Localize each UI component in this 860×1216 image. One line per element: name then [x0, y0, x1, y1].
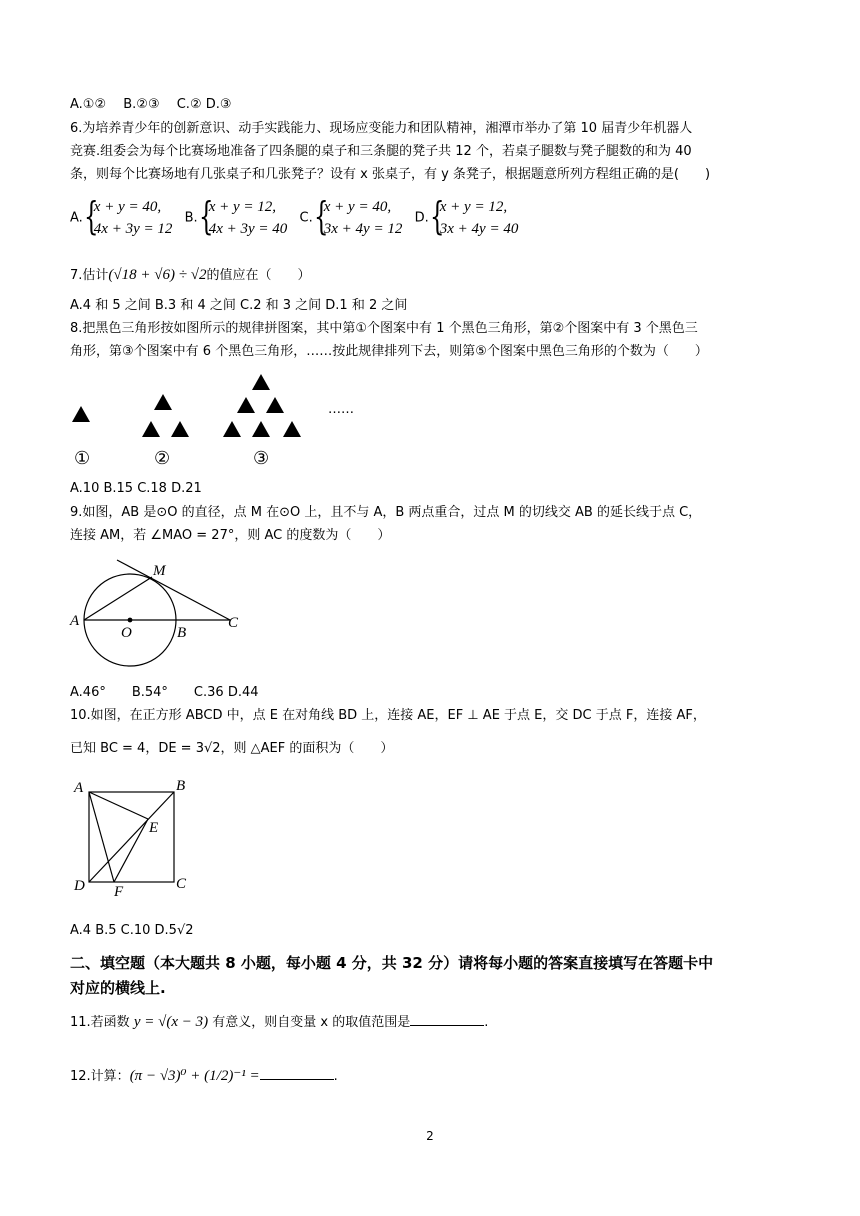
black-triangle: [223, 421, 241, 437]
q10-square-figure: [62, 772, 202, 902]
black-triangle: [142, 421, 160, 437]
q6-option-c[interactable]: C. { x + y = 40, 3x + 4y = 12: [299, 194, 403, 238]
tangent-line: [117, 560, 230, 620]
q8-text-line1: 8.把黑色三角形按如图所示的规律拼图案，其中第①个图案中有 1 个黑色三角形，第②个图案中有 3 个黑色三: [70, 321, 698, 336]
q6-options: [70, 196, 518, 240]
label-o: O: [121, 625, 132, 641]
page-number: 2: [426, 1129, 434, 1143]
q7-options: A.4 和 5 之间 B.3 和 4 之间 C.2 和 3 之间 D.1 和 2 之间: [70, 298, 408, 313]
black-triangle: [266, 397, 284, 413]
q10-text-line1: 10.如图，在正方形 ABCD 中，点 E 在对角线 BD 上，连接 AE，EF ⊥ AE 于点 E，交 DC 于点 F，连接 AF，: [70, 708, 706, 723]
label-b: B: [177, 625, 187, 641]
q12-stem: 12.计算：(π − √3)⁰ + (1/2)⁻¹ = .: [70, 1068, 338, 1084]
center-o-dot: [128, 618, 133, 623]
segment-am: [84, 577, 152, 620]
black-triangle: [72, 406, 90, 422]
q6-option-b[interactable]: B. { x + y = 12, 4x + 3y = 40: [184, 194, 288, 238]
segment-ae: [89, 792, 148, 819]
label-a: A: [70, 613, 80, 629]
q6-text-line1: 6.为培养青少年的创新意识、动手实践能力、现场应变能力和团队精神，湘潭市举办了第 10 届青少年机器人: [70, 121, 693, 136]
q7-stem: 7.估计(√18 + √6) ÷ √2的值应在（ ）: [70, 267, 311, 283]
q9-circle-tangent-figure: [62, 555, 252, 670]
q6-option-a[interactable]: A. { x + y = 40, 4x + 3y = 12: [70, 194, 173, 238]
q8-label-1: ①: [74, 448, 91, 469]
q8-label-3: ③: [253, 448, 270, 469]
q6-text-line2: 竞赛.组委会为每个比赛场地准备了四条腿的桌子和三条腿的凳子共 12 个，若桌子腿数与凳子腿数的和为 40: [70, 144, 692, 159]
black-triangle: [252, 421, 270, 437]
section-2-heading-line2: 对应的横线上.: [70, 979, 166, 997]
q6-option-d[interactable]: D. { x + y = 12, 3x + 4y = 40: [414, 194, 519, 238]
q8-label-2: ②: [154, 448, 171, 469]
label-a: A: [74, 780, 84, 796]
black-triangle: [154, 394, 172, 410]
q9-options: A.46° B.54° C.36 D.44: [70, 685, 259, 700]
label-c: C: [176, 876, 187, 892]
black-triangle: [283, 421, 301, 437]
label-e: E: [149, 820, 159, 836]
q8-ellipsis: ……: [328, 402, 354, 417]
label-m: M: [153, 563, 166, 579]
q10-text-line2: 已知 BC = 4，DE = 3√2，则 △AEF 的面积为（ ）: [70, 741, 394, 756]
label-c: C: [228, 615, 239, 631]
q5-options: A.①② B.②③ C.② D.③: [70, 97, 232, 112]
q11-answer-blank[interactable]: [410, 1012, 484, 1026]
q9-text-line1: 9.如图，AB 是⊙O 的直径，点 M 在⊙O 上，且不与 A，B 两点重合，过点 M 的切线交 AB 的延长线于点 C，: [70, 505, 702, 520]
q8-triangle-pattern-figure: [60, 370, 380, 470]
q8-options: A.10 B.15 C.18 D.21: [70, 481, 202, 496]
label-f: F: [114, 884, 124, 900]
section-2-heading-line1: 二、填空题（本大题共 8 小题，每小题 4 分，共 32 分）请将每小题的答案直接填写在答题卡中: [70, 954, 714, 972]
label-d: D: [74, 878, 85, 894]
label-b: B: [176, 778, 186, 794]
q10-options: A.4 B.5 C.10 D.5√2: [70, 923, 194, 938]
black-triangle: [171, 421, 189, 437]
q12-answer-blank[interactable]: [260, 1066, 334, 1080]
q9-text-line2: 连接 AM，若 ∠MAO = 27°，则 AC 的度数为（ ）: [70, 528, 391, 543]
q11-stem: 11.若函数 y = √(x − 3) 有意义，则自变量 x 的取值范围是 .: [70, 1014, 489, 1030]
black-triangle: [237, 397, 255, 413]
q6-text-line3: 条，则每个比赛场地有几张桌子和几张凳子？设有 x 张桌子，有 y 条凳子，根据题意所列方程组正确的是( ): [70, 167, 711, 182]
q8-text-line2: 角形，第③个图案中有 6 个黑色三角形，……按此规律排列下去，则第⑤个图案中黑色三角形的个数为（ ）: [70, 344, 708, 359]
black-triangle: [252, 374, 270, 390]
